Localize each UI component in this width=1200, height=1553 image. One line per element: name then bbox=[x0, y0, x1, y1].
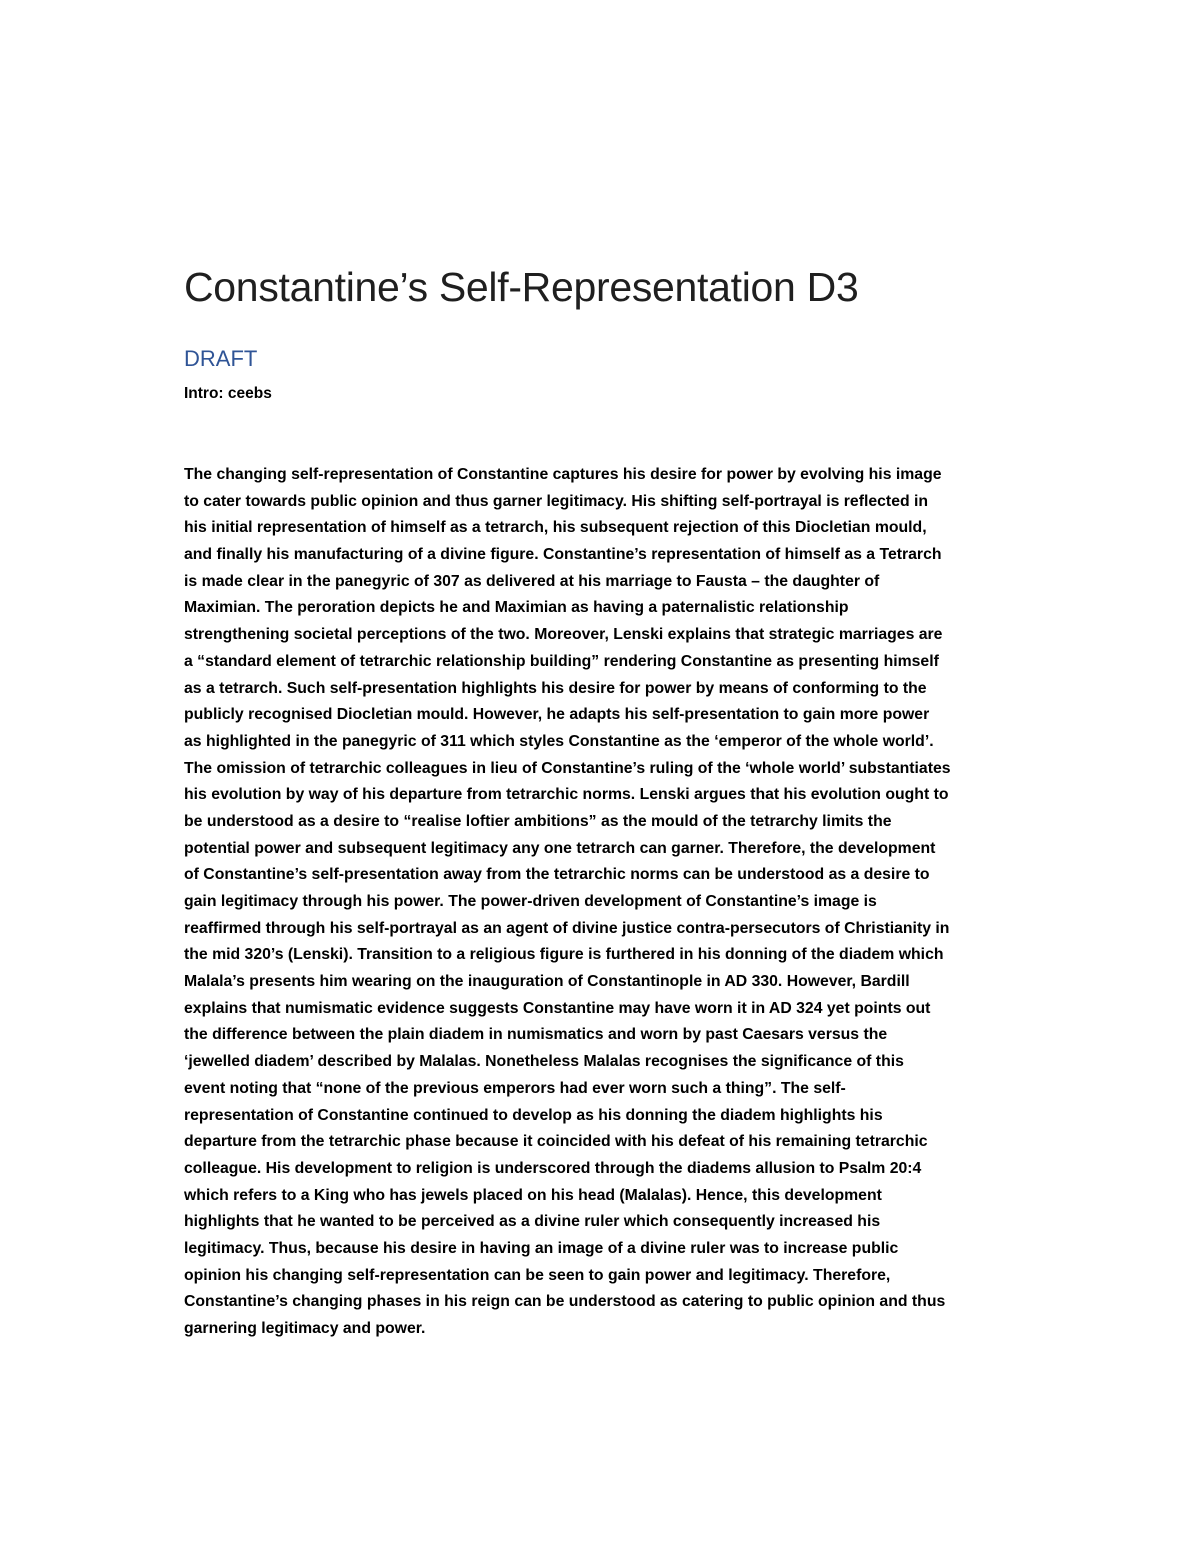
document-title: Constantine’s Self-Representation D3 bbox=[184, 264, 859, 310]
paragraph-line: ‘jewelled diadem’ described by Malalas. Nonetheless Malalas recognises the significance of this bbox=[184, 1053, 904, 1071]
paragraph-line: the mid 320’s (Lenski). Transition to a religious figure is furthered in his donning of the diadem which bbox=[184, 946, 944, 964]
paragraph-line: the difference between the plain diadem in numismatics and worn by past Caesars versus the bbox=[184, 1026, 888, 1044]
paragraph-line: publicly recognised Diocletian mould. However, he adapts his self-presentation to gain more power bbox=[184, 706, 930, 724]
body-paragraph bbox=[184, 462, 1018, 1343]
paragraph-line: to cater towards public opinion and thus garner legitimacy. His shifting self-portrayal is reflected in bbox=[184, 492, 929, 510]
paragraph-line: highlights that he wanted to be perceived as a divine ruler which consequently increased his bbox=[184, 1213, 881, 1231]
intro-line: Intro: ceebs bbox=[184, 385, 272, 402]
paragraph-line: representation of Constantine continued to develop as his donning the diadem highlights his bbox=[184, 1106, 883, 1124]
paragraph-line: departure from the tetrarchic phase because it coincided with his defeat of his remaining tetrarchic bbox=[184, 1133, 928, 1151]
paragraph-line: as highlighted in the panegyric of 311 which styles Constantine as the ‘emperor of the whole world’. bbox=[184, 732, 934, 750]
paragraph-line: his evolution by way of his departure from tetrarchic norms. Lenski argues that his evolution ought to bbox=[184, 786, 949, 804]
paragraph-line: his initial representation of himself as a tetrarch, his subsequent rejection of this Diocletian mould, bbox=[184, 519, 927, 537]
paragraph-line: is made clear in the panegyric of 307 as delivered at his marriage to Fausta – the daughter of bbox=[184, 572, 880, 590]
paragraph-line: gain legitimacy through his power. The power-driven development of Constantine’s image is bbox=[184, 893, 877, 910]
paragraph-line: of Constantine’s self-presentation away from the tetrarchic norms can be understood as a desire to bbox=[184, 866, 930, 884]
paragraph-line: and finally his manufacturing of a divine figure. Constantine’s representation of himself as a Tetrarch bbox=[184, 546, 942, 564]
paragraph-line: be understood as a desire to “realise loftier ambitions” as the mould of the tetrarchy limits the bbox=[184, 812, 892, 830]
paragraph-line: The changing self-representation of Constantine captures his desire for power by evolving his image bbox=[184, 466, 942, 483]
paragraph-line: as a tetrarch. Such self-presentation highlights his desire for power by means of conforming to the bbox=[184, 679, 927, 697]
paragraph-line: event noting that “none of the previous emperors had ever worn such a thing”. The self- bbox=[184, 1079, 846, 1097]
paragraph-line: colleague. His development to religion is underscored through the diadems allusion to Psalm 20:4 bbox=[184, 1159, 922, 1177]
paragraph-line: garnering legitimacy and power. bbox=[184, 1320, 426, 1337]
paragraph-line: strengthening societal perceptions of the two. Moreover, Lenski explains that strategic marriages are bbox=[184, 626, 943, 644]
paragraph-line: reaffirmed through his self-portrayal as an agent of divine justice contra-persecutors of Christianity in bbox=[184, 919, 950, 937]
paragraph-line: Malala’s presents him wearing on the inauguration of Constantinople in AD 330. However, Bardill bbox=[184, 973, 910, 991]
paragraph-line: potential power and subsequent legitimacy any one tetrarch can garner. Therefore, the development bbox=[184, 839, 936, 857]
paragraph-line: explains that numismatic evidence suggests Constantine may have worn it in AD 324 yet points out bbox=[184, 999, 931, 1017]
paragraph-line: a “standard element of tetrarchic relationship building” rendering Constantine as presenting himself bbox=[184, 652, 939, 670]
draft-subtitle: DRAFT bbox=[184, 346, 258, 371]
paragraph-line: The omission of tetrarchic colleagues in lieu of Constantine’s ruling of the ‘whole world’ substantiates bbox=[184, 759, 951, 777]
paragraph-line: opinion his changing self-representation can be seen to gain power and legitimacy. Therefore, bbox=[184, 1266, 891, 1284]
paragraph-line: Constantine’s changing phases in his reign can be understood as catering to public opinion and thus bbox=[184, 1293, 946, 1311]
paragraph-line: which refers to a King who has jewels placed on his head (Malalas). Hence, this development bbox=[184, 1186, 882, 1204]
paragraph-line: legitimacy. Thus, because his desire in having an image of a divine ruler was to increase public bbox=[184, 1239, 899, 1257]
paragraph-line: Maximian. The peroration depicts he and Maximian as having a paternalistic relationship bbox=[184, 599, 849, 617]
